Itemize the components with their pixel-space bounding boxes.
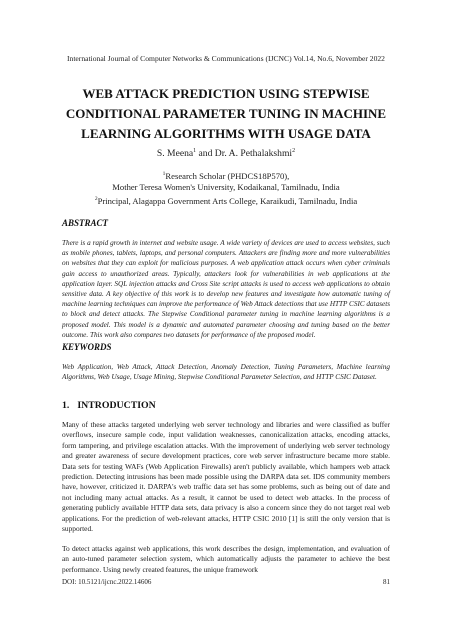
page-number: 81 <box>383 578 390 586</box>
abstract-heading: ABSTRACT <box>62 218 109 228</box>
title-line: CONDITIONAL PARAMETER TUNING IN MACHINE <box>65 106 387 121</box>
affiliation-line: $^2$Principal, Alagappa Government Arts College, Karaikudi, Tamilnadu, India <box>94 195 358 206</box>
paper-title <box>40 84 412 144</box>
section-title: INTRODUCTION <box>77 400 156 411</box>
running-head: International Journal of Computer Networks & Communications (IJCNC) Vol.14, No.6, November 2022 <box>67 54 385 63</box>
abstract-text: There is a rapid growth in internet and website usage. A wide variety of devices are used to access websites, such as mobile phones, tablets, laptops, and personal computers. Attackers are finding more and more vulnerabilities on websites that they can exploit for malicious purposes. A web application attack occurs when cyber criminals gain access to unauthorized areas. Typically, attackers look for vulnerabilities in web applications at the application layer. SQL injection attacks and Cross Site script attacks is used to access web applications to obtain sensitive data. A key objective of this work is to develop new features and investigate how automatic tuning of machine learning techniques can improve the performance of Web Attack detections that use HTTP CSIC datasets to block and detect attacks. The Stepwise Conditional parameter tuning in machine learning algorithms is a proposed model. This model is a dynamic and automated parameter choosing and tuning based on the better outcome. This work also compares two datasets for performance of the proposed model. <box>62 239 390 339</box>
author-superscript: 1 <box>193 148 197 154</box>
author-name: S. Meena <box>156 148 194 160</box>
author-line <box>0 148 452 159</box>
introduction-paragraph: Many of these attacks targeted underlying web server technology and libraries and were classified as buffer overflows, insecure sample code, input validation weaknesses, canonicalization attacks, encoding attacks, form tampering, and privilege escalation attacks. With the improvement of underlying web server technology and greater awareness of secure development practices, core web server infrastructure became more stable. Data sets for testing WAFs (Web Application Firewalls) aren't publicly available, which hampers web attack prediction. Detecting intrusions has been made possible using the DARPA data set. IDS community members have, however, criticized it. DARPA's web traffic data set has some problems, such as being out of date and not including many actual attacks. As a result, it cannot be used to detect web attacks. In the process of generating publicly available HTTP data sets, data privacy is also a concern since they do not target real web applications. For the prediction of web-relevant attacks, HTTP CSIC 2010 [1] is still the only version that is supported. <box>62 420 390 534</box>
affiliation-superscript: 2 <box>94 195 98 202</box>
doi-link[interactable]: DOI: 10.5121/ijcnc.2022.14606 <box>62 578 152 586</box>
affiliation-superscript: 1 <box>162 171 166 177</box>
page-footer <box>62 578 390 586</box>
keywords-heading: KEYWORDS <box>62 342 112 352</box>
introduction-paragraph: To detect attacks against web applications, this work describes the design, implementation, and evaluation of an auto-tuned parameter selection system, which automatically adjusts the parameter to achieve the best performance. Using newly created features, the unique framework <box>62 544 390 574</box>
keywords-text: Web Application, Web Attack, Attack Detection, Anomaly Detection, Tuning Parameters, Machine learning Algorithms, Web Usage, Usage Mining, Stepwise Conditional Parameter Selection, and HTTP CSIC Dataset. <box>62 363 390 382</box>
title-line: WEB ATTACK PREDICTION USING STEPWISE <box>82 86 370 101</box>
introduction-heading <box>62 400 156 411</box>
author-superscript: 2 <box>292 148 296 154</box>
affiliation-line: Mother Teresa Women's University, Kodaikanal, Tamilnadu, India <box>112 182 340 193</box>
affiliation-line: $^1$Research Scholar (PHDCS18P570), <box>162 170 290 181</box>
title-line: LEARNING ALGORITHMS WITH USAGE DATA <box>81 126 371 141</box>
section-number: 1. <box>62 400 70 411</box>
affiliations <box>0 169 452 207</box>
author-name: and Dr. A. Pethalakshmi <box>196 148 293 160</box>
